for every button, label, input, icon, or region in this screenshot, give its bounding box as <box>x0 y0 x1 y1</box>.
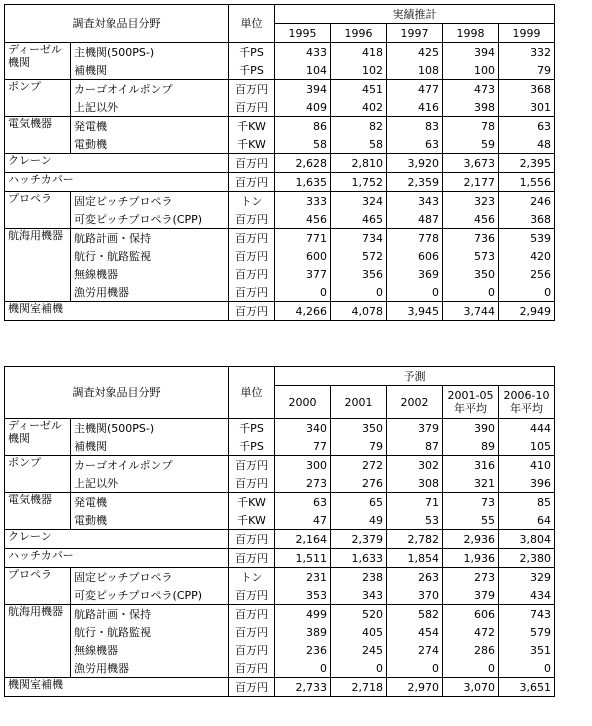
value-cell: 409 <box>275 98 331 117</box>
category-cell: クレーン <box>5 530 229 549</box>
item-cell: 漁労用機器 <box>71 659 229 678</box>
unit-cell: 百万円 <box>229 154 275 173</box>
value-cell: 276 <box>331 474 387 493</box>
value-cell: 390 <box>443 419 499 438</box>
table-row <box>5 61 555 80</box>
item-cell: 航行・航路監視 <box>71 623 229 641</box>
value-cell: 102 <box>331 61 387 80</box>
value-cell: 3,920 <box>387 154 443 173</box>
table-row <box>5 530 555 549</box>
value-cell: 600 <box>275 247 331 265</box>
value-cell: 65 <box>331 493 387 512</box>
table-row <box>5 210 555 229</box>
table-row <box>5 302 555 321</box>
value-cell: 301 <box>499 98 555 117</box>
table-row <box>5 678 555 697</box>
value-cell: 87 <box>387 437 443 456</box>
value-cell: 238 <box>331 568 387 587</box>
category-cell: ハッチカバー <box>5 173 229 192</box>
header-row-group <box>5 5 555 24</box>
item-cell: 発電機 <box>71 493 229 512</box>
value-cell: 2,733 <box>275 678 331 697</box>
unit-cell: 百万円 <box>229 530 275 549</box>
value-cell: 394 <box>443 43 499 62</box>
unit-cell: 千PS <box>229 419 275 438</box>
value-cell: 350 <box>443 265 499 283</box>
table-forecast <box>4 366 555 697</box>
value-cell: 104 <box>275 61 331 80</box>
item-cell: 主機関(500PS-) <box>71 43 229 62</box>
unit-cell: 百万円 <box>229 265 275 283</box>
value-cell: 425 <box>387 43 443 62</box>
item-cell: 可変ピッチプロペラ(CPP) <box>71 586 229 605</box>
item-cell: 上記以外 <box>71 474 229 493</box>
unit-cell: 百万円 <box>229 80 275 99</box>
field-header: 調査対象品目分野 <box>5 367 229 419</box>
item-cell: 航路計画・保持 <box>71 229 229 248</box>
category-cell: ポンプ <box>5 456 71 493</box>
value-cell: 0 <box>275 659 331 678</box>
value-cell: 324 <box>331 192 387 211</box>
value-cell: 0 <box>387 659 443 678</box>
item-cell: 航路計画・保持 <box>71 605 229 624</box>
year-header: 2002 <box>387 386 443 419</box>
value-cell: 49 <box>331 511 387 530</box>
table-row <box>5 192 555 211</box>
value-cell: 2,782 <box>387 530 443 549</box>
value-cell: 2,380 <box>499 549 555 568</box>
item-cell: 固定ピッチプロペラ <box>71 192 229 211</box>
value-cell: 0 <box>443 659 499 678</box>
value-cell: 351 <box>499 641 555 659</box>
value-cell: 573 <box>443 247 499 265</box>
value-cell: 394 <box>275 80 331 99</box>
value-cell: 0 <box>387 283 443 302</box>
unit-cell: トン <box>229 568 275 587</box>
value-cell: 389 <box>275 623 331 641</box>
value-cell: 246 <box>499 192 555 211</box>
value-cell: 405 <box>331 623 387 641</box>
table-row <box>5 98 555 117</box>
value-cell: 58 <box>331 135 387 154</box>
value-cell: 451 <box>331 80 387 99</box>
value-cell: 579 <box>499 623 555 641</box>
value-cell: 396 <box>499 474 555 493</box>
unit-cell: 百万円 <box>229 456 275 475</box>
value-cell: 743 <box>499 605 555 624</box>
unit-header: 単位 <box>229 367 275 419</box>
table-row <box>5 80 555 99</box>
item-cell: 無線機器 <box>71 641 229 659</box>
category-cell: ハッチカバー <box>5 549 229 568</box>
unit-cell: 千KW <box>229 493 275 512</box>
value-cell: 4,078 <box>331 302 387 321</box>
item-cell: 電動機 <box>71 135 229 154</box>
unit-cell: 百万円 <box>229 641 275 659</box>
item-cell: カーゴオイルポンプ <box>71 456 229 475</box>
year-header: 2001 <box>331 386 387 419</box>
value-cell: 433 <box>275 43 331 62</box>
value-cell: 73 <box>443 493 499 512</box>
category-cell: 電気機器 <box>5 117 71 154</box>
value-cell: 356 <box>331 265 387 283</box>
value-cell: 2,718 <box>331 678 387 697</box>
value-cell: 85 <box>499 493 555 512</box>
category-cell: 航海用機器 <box>5 229 71 302</box>
field-header: 調査対象品目分野 <box>5 5 229 43</box>
value-cell: 63 <box>499 117 555 136</box>
value-cell: 343 <box>331 586 387 605</box>
value-cell: 539 <box>499 229 555 248</box>
item-cell: 航行・航路監視 <box>71 247 229 265</box>
category-cell: ディーゼル 機関 <box>5 43 71 80</box>
unit-cell: 千KW <box>229 135 275 154</box>
table-row <box>5 154 555 173</box>
value-cell: 456 <box>275 210 331 229</box>
value-cell: 2,949 <box>499 302 555 321</box>
unit-cell: 百万円 <box>229 283 275 302</box>
unit-cell: 百万円 <box>229 549 275 568</box>
value-cell: 369 <box>387 265 443 283</box>
year-header: 1998 <box>443 24 499 43</box>
value-cell: 2,936 <box>443 530 499 549</box>
category-cell: プロペラ <box>5 192 71 229</box>
table-row <box>5 437 555 456</box>
value-cell: 1,854 <box>387 549 443 568</box>
table-row <box>5 43 555 62</box>
value-cell: 572 <box>331 247 387 265</box>
value-cell: 71 <box>387 493 443 512</box>
value-cell: 477 <box>387 80 443 99</box>
value-cell: 89 <box>443 437 499 456</box>
value-cell: 1,752 <box>331 173 387 192</box>
value-cell: 316 <box>443 456 499 475</box>
item-cell: 上記以外 <box>71 98 229 117</box>
table-row <box>5 511 555 530</box>
table-row <box>5 173 555 192</box>
value-cell: 63 <box>387 135 443 154</box>
table-row <box>5 283 555 302</box>
value-cell: 3,804 <box>499 530 555 549</box>
value-cell: 2,810 <box>331 154 387 173</box>
value-cell: 340 <box>275 419 331 438</box>
unit-cell: 百万円 <box>229 98 275 117</box>
value-cell: 0 <box>499 659 555 678</box>
value-cell: 1,936 <box>443 549 499 568</box>
table-row <box>5 456 555 475</box>
table-row <box>5 419 555 438</box>
value-cell: 256 <box>499 265 555 283</box>
unit-cell: 百万円 <box>229 474 275 493</box>
table-row <box>5 605 555 624</box>
item-cell: 電動機 <box>71 511 229 530</box>
item-cell: 無線機器 <box>71 265 229 283</box>
value-cell: 78 <box>443 117 499 136</box>
value-cell: 368 <box>499 210 555 229</box>
unit-cell: 百万円 <box>229 586 275 605</box>
category-cell: クレーン <box>5 154 229 173</box>
value-cell: 499 <box>275 605 331 624</box>
value-cell: 3,070 <box>443 678 499 697</box>
table-row <box>5 641 555 659</box>
category-cell: 機関室補機 <box>5 678 229 697</box>
value-cell: 83 <box>387 117 443 136</box>
value-cell: 1,556 <box>499 173 555 192</box>
value-cell: 0 <box>331 283 387 302</box>
value-cell: 47 <box>275 511 331 530</box>
item-cell: 漁労用機器 <box>71 283 229 302</box>
value-cell: 79 <box>499 61 555 80</box>
value-cell: 59 <box>443 135 499 154</box>
value-cell: 82 <box>331 117 387 136</box>
table-row <box>5 265 555 283</box>
value-cell: 456 <box>443 210 499 229</box>
value-cell: 274 <box>387 641 443 659</box>
unit-cell: 千PS <box>229 61 275 80</box>
unit-cell: 百万円 <box>229 229 275 248</box>
unit-cell: 千PS <box>229 437 275 456</box>
value-cell: 472 <box>443 623 499 641</box>
value-cell: 0 <box>443 283 499 302</box>
item-cell: カーゴオイルポンプ <box>71 80 229 99</box>
unit-cell: トン <box>229 192 275 211</box>
unit-cell: 百万円 <box>229 247 275 265</box>
value-cell: 100 <box>443 61 499 80</box>
category-cell: 航海用機器 <box>5 605 71 678</box>
value-cell: 333 <box>275 192 331 211</box>
table-row <box>5 568 555 587</box>
value-cell: 3,651 <box>499 678 555 697</box>
value-cell: 606 <box>443 605 499 624</box>
group-header: 予測 <box>275 367 555 386</box>
value-cell: 416 <box>387 98 443 117</box>
value-cell: 0 <box>499 283 555 302</box>
value-cell: 323 <box>443 192 499 211</box>
unit-cell: 千KW <box>229 511 275 530</box>
value-cell: 778 <box>387 229 443 248</box>
value-cell: 353 <box>275 586 331 605</box>
value-cell: 79 <box>331 437 387 456</box>
table-row <box>5 493 555 512</box>
year-header: 1997 <box>387 24 443 43</box>
item-cell: 発電機 <box>71 117 229 136</box>
value-cell: 329 <box>499 568 555 587</box>
table-row <box>5 117 555 136</box>
unit-header: 単位 <box>229 5 275 43</box>
unit-cell: 百万円 <box>229 302 275 321</box>
value-cell: 236 <box>275 641 331 659</box>
value-cell: 273 <box>443 568 499 587</box>
value-cell: 343 <box>387 192 443 211</box>
value-cell: 1,635 <box>275 173 331 192</box>
value-cell: 64 <box>499 511 555 530</box>
table-row <box>5 474 555 493</box>
value-cell: 231 <box>275 568 331 587</box>
value-cell: 58 <box>275 135 331 154</box>
value-cell: 444 <box>499 419 555 438</box>
value-cell: 2,359 <box>387 173 443 192</box>
value-cell: 263 <box>387 568 443 587</box>
value-cell: 4,266 <box>275 302 331 321</box>
value-cell: 736 <box>443 229 499 248</box>
value-cell: 465 <box>331 210 387 229</box>
value-cell: 53 <box>387 511 443 530</box>
unit-cell: 百万円 <box>229 678 275 697</box>
unit-cell: 千KW <box>229 117 275 136</box>
value-cell: 1,633 <box>331 549 387 568</box>
value-cell: 420 <box>499 247 555 265</box>
value-cell: 272 <box>331 456 387 475</box>
value-cell: 487 <box>387 210 443 229</box>
category-cell: ディーゼル 機関 <box>5 419 71 456</box>
year-header: 1999 <box>499 24 555 43</box>
item-cell: 固定ピッチプロペラ <box>71 568 229 587</box>
value-cell: 606 <box>387 247 443 265</box>
value-cell: 370 <box>387 586 443 605</box>
unit-cell: 百万円 <box>229 210 275 229</box>
group-header: 実績推計 <box>275 5 555 24</box>
value-cell: 286 <box>443 641 499 659</box>
header-row-group <box>5 367 555 386</box>
value-cell: 48 <box>499 135 555 154</box>
value-cell: 273 <box>275 474 331 493</box>
value-cell: 2,177 <box>443 173 499 192</box>
year-header: 2000 <box>275 386 331 419</box>
value-cell: 454 <box>387 623 443 641</box>
value-cell: 300 <box>275 456 331 475</box>
value-cell: 0 <box>331 659 387 678</box>
unit-cell: 百万円 <box>229 173 275 192</box>
unit-cell: 百万円 <box>229 605 275 624</box>
value-cell: 86 <box>275 117 331 136</box>
table-row <box>5 247 555 265</box>
value-cell: 55 <box>443 511 499 530</box>
value-cell: 2,164 <box>275 530 331 549</box>
value-cell: 245 <box>331 641 387 659</box>
value-cell: 368 <box>499 80 555 99</box>
category-cell: 機関室補機 <box>5 302 229 321</box>
category-cell: ポンプ <box>5 80 71 117</box>
year-header: 2006-10 年平均 <box>499 386 555 419</box>
value-cell: 332 <box>499 43 555 62</box>
item-cell: 主機関(500PS-) <box>71 419 229 438</box>
value-cell: 1,511 <box>275 549 331 568</box>
value-cell: 321 <box>443 474 499 493</box>
table-row <box>5 586 555 605</box>
table-row <box>5 135 555 154</box>
value-cell: 418 <box>331 43 387 62</box>
value-cell: 63 <box>275 493 331 512</box>
year-header: 2001-05 年平均 <box>443 386 499 419</box>
value-cell: 3,744 <box>443 302 499 321</box>
year-header: 1996 <box>331 24 387 43</box>
item-cell: 可変ピッチプロペラ(CPP) <box>71 210 229 229</box>
value-cell: 402 <box>331 98 387 117</box>
value-cell: 0 <box>275 283 331 302</box>
value-cell: 308 <box>387 474 443 493</box>
table-actual-estimate <box>4 4 555 321</box>
unit-cell: 百万円 <box>229 623 275 641</box>
category-cell: プロペラ <box>5 568 71 605</box>
table-row <box>5 549 555 568</box>
value-cell: 105 <box>499 437 555 456</box>
unit-cell: 千PS <box>229 43 275 62</box>
value-cell: 520 <box>331 605 387 624</box>
item-cell: 補機関 <box>71 437 229 456</box>
table-row <box>5 623 555 641</box>
value-cell: 302 <box>387 456 443 475</box>
value-cell: 108 <box>387 61 443 80</box>
year-header: 1995 <box>275 24 331 43</box>
value-cell: 582 <box>387 605 443 624</box>
table-row <box>5 229 555 248</box>
value-cell: 379 <box>387 419 443 438</box>
value-cell: 2,395 <box>499 154 555 173</box>
value-cell: 350 <box>331 419 387 438</box>
value-cell: 3,673 <box>443 154 499 173</box>
value-cell: 3,945 <box>387 302 443 321</box>
category-cell: 電気機器 <box>5 493 71 530</box>
value-cell: 77 <box>275 437 331 456</box>
value-cell: 2,379 <box>331 530 387 549</box>
value-cell: 398 <box>443 98 499 117</box>
value-cell: 473 <box>443 80 499 99</box>
unit-cell: 百万円 <box>229 659 275 678</box>
item-cell: 補機関 <box>71 61 229 80</box>
value-cell: 771 <box>275 229 331 248</box>
value-cell: 379 <box>443 586 499 605</box>
value-cell: 2,628 <box>275 154 331 173</box>
value-cell: 377 <box>275 265 331 283</box>
table-row <box>5 659 555 678</box>
value-cell: 410 <box>499 456 555 475</box>
value-cell: 734 <box>331 229 387 248</box>
value-cell: 2,970 <box>387 678 443 697</box>
value-cell: 434 <box>499 586 555 605</box>
